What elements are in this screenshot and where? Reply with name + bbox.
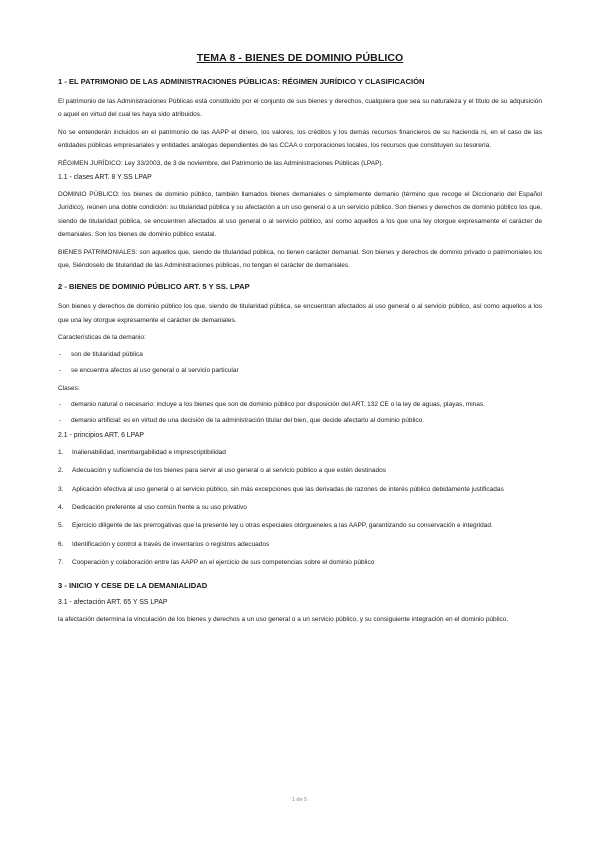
subsection-heading-3-1: 3.1 - afectación ART. 65 Y SS LPAP bbox=[58, 598, 168, 606]
list-text: Cooperación y colaboración entre las AAPP en el ejercicio de sus competencias sobre el dominio público bbox=[72, 559, 375, 567]
paragraph: RÉGIMEN JURÍDICO: Ley 33/2003, de 3 de noviembre, del Patrimonio de las Administraciones Públicas (LPAP). bbox=[58, 159, 384, 167]
document-page bbox=[58, 52, 542, 630]
list-number: 7. bbox=[58, 559, 64, 567]
principles-list bbox=[58, 446, 542, 570]
paragraph: No se entenderán incluidos en el patrimonio de las AAPP el dinero, los valores, los créditos y los demás recursos financieros de su hacienda ni, en el caso de las entidades públicas empresariales y entidades análogas dependientes de las CCAA o corporaciones locales, los recursos que constituyen su tesorería. bbox=[58, 128, 542, 150]
list-item bbox=[58, 483, 542, 496]
paragraph: BIENES PATRIMONIALES: son aquellos que, siendo de titularidad pública, no tienen carácter demanial. Son bienes y derechos de dominio privado o patrimoniales los que, Siéndoselo de titularidad de las Administraciones públicas, no tengan el carácter de demaniales. bbox=[58, 248, 542, 270]
list-item bbox=[58, 501, 542, 514]
paragraph: Son bienes y derechos de dominio público los que, siendo de titularidad pública, se encuentran afectados al uso general o al servicio público, así como aquellos a los que una ley otorgue expresamente el carácter de demaniales. bbox=[58, 303, 542, 324]
list-item: - se encuentra afectos al uso general o al servicio particular bbox=[58, 364, 542, 377]
classes-list bbox=[58, 398, 542, 428]
list-number: 3. bbox=[58, 485, 64, 493]
paragraph: la afectación determina la vinculación de los bienes y derechos a un uso general o a un servicio público, y su consiguiente integración en el dominio público. bbox=[58, 615, 509, 623]
characteristics-label: Características de la demanio: bbox=[58, 334, 146, 342]
page-number: 1 de 5 bbox=[291, 797, 308, 803]
list-text: Aplicación efectiva al uso general o al servicio público, sin más excepciones que las derivadas de razones de interés público debidamente justificadas bbox=[72, 485, 504, 493]
list-number: 4. bbox=[58, 503, 64, 511]
paragraph: DOMINIO PÚBLICO: los bienes de dominio público, también llamados bienes demaniales o simplemente demanio (término que recoge el Diccionario del Español Jurídico), reúnen una doble condición: su titularidad pública y su afectación a un uso general o a un servicio público. Son bienes y derechos de dominio público los que, siendo de titularidad pública, se encuentren afectados al uso general o al servicio público, así como aquellos a los que una ley otorgue expresamente el carácter de demaniales. Son los bienes de dominio público estatal. bbox=[58, 191, 542, 239]
list-item bbox=[58, 446, 542, 459]
list-number: 2. bbox=[58, 467, 64, 475]
list-number: 5. bbox=[58, 522, 64, 530]
list-text: Inalienabilidad, inembargabilidad e imprescriptibilidad bbox=[72, 448, 226, 456]
section-heading-2: 2 - BIENES DE DOMINIO PÚBLICO ART. 5 Y SS. LPAP bbox=[58, 282, 250, 292]
list-item: - demanio natural o necesario: incluye a los bienes que son de dominio público por disposición del ART. 132 CE o la ley de aguas, playas, minas. bbox=[58, 398, 542, 411]
characteristics-list bbox=[58, 348, 542, 378]
list-item: - demanio artificial: es en virtud de una decisión de la administración titular del bien, que decide afectarlo al dominio público. bbox=[58, 414, 542, 427]
paragraph: El patrimonio de las Administraciones Públicas está constituido por el conjunto de sus bienes y derechos, cualquiera que sea su naturaleza y el título de su adquisición o aquel en virtud del cual les haya sido atribuidos. bbox=[58, 98, 542, 119]
list-text: Identificación y control a través de inventarios o registros adecuados bbox=[72, 540, 270, 548]
section-heading-1: 1 - EL PATRIMONIO DE LAS ADMINISTRACIONES PÚBLICAS: RÉGIMEN JURÍDICO Y CLASIFICACIÓN bbox=[58, 77, 425, 86]
list-text: Adecuación y suficiencia de los bienes para servir al uso general o al servicio público a que estén destinados bbox=[72, 467, 386, 475]
list-number: 6. bbox=[58, 540, 64, 548]
list-text: Ejercicio diligente de las prerrogativas que la presente ley u otras especiales otórgueneles a las AAPP, garantizando su conservación e integridad. bbox=[72, 522, 493, 530]
classes-label: Clases: bbox=[58, 384, 80, 392]
subsection-heading-1-1: 1.1 - clases ART. 8 Y SS LPAP bbox=[58, 174, 152, 182]
page-title: TEMA 8 - BIENES DE DOMINIO PÚBLICO bbox=[196, 52, 404, 64]
list-item bbox=[58, 556, 542, 569]
list-number: 1. bbox=[58, 448, 64, 456]
subsection-heading-2-1: 2.1 - principios ART. 6 LPAP bbox=[58, 431, 144, 439]
section-heading-3: 3 - INICIO Y CESE DE LA DEMANIALIDAD bbox=[58, 580, 208, 590]
list-item: - son de titularidad pública bbox=[58, 348, 542, 361]
list-item bbox=[58, 464, 542, 477]
list-item bbox=[58, 519, 542, 532]
list-text: Dedicación preferente al uso común frente a su uso privativo bbox=[72, 503, 247, 511]
list-item bbox=[58, 538, 542, 551]
